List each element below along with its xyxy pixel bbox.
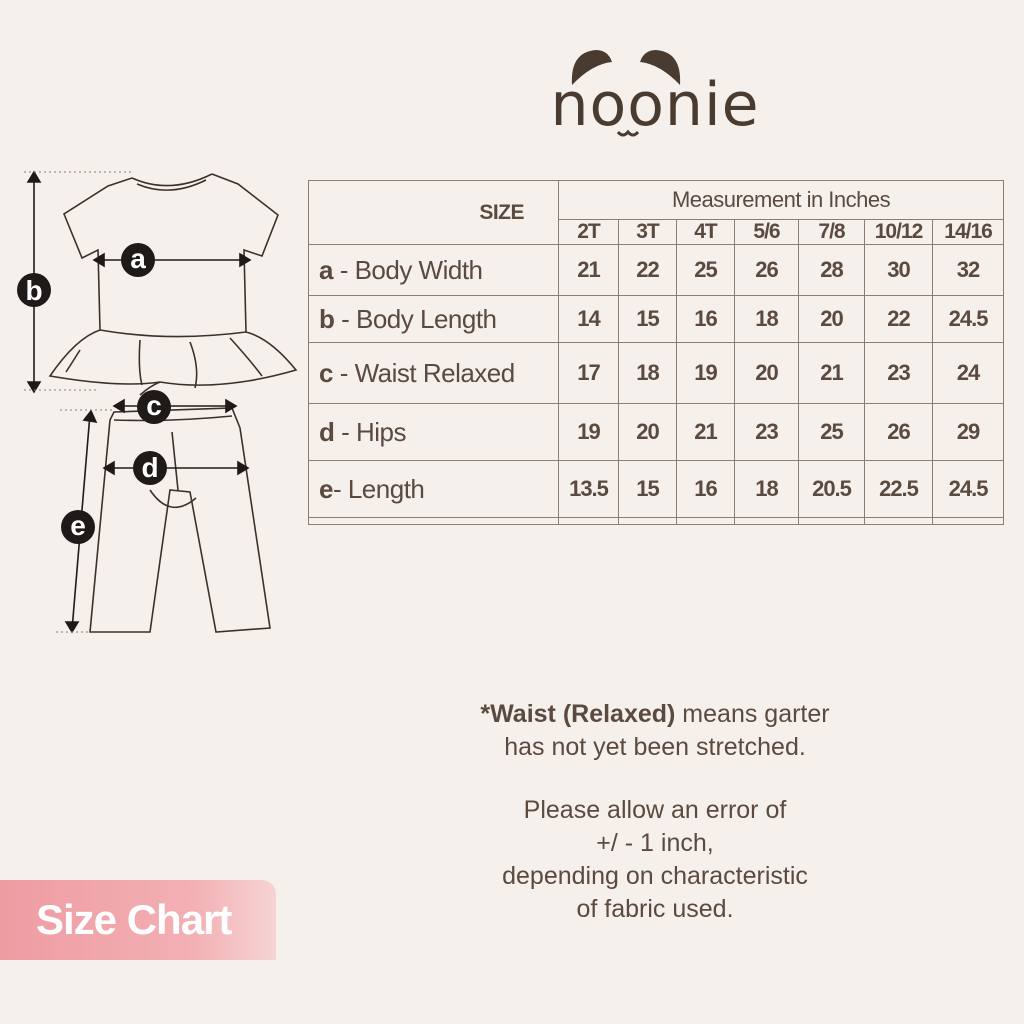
table-cell: 28 xyxy=(799,245,865,296)
error-note-line4: of fabric used. xyxy=(576,895,734,923)
table-cell: 24 xyxy=(933,343,1004,404)
table-cell: 17 xyxy=(559,343,619,404)
table-cell: 20 xyxy=(735,343,799,404)
table-cell: 22 xyxy=(619,245,677,296)
svg-text:a: a xyxy=(130,243,146,274)
col-header: 3T xyxy=(619,220,677,245)
col-header: 14/16 xyxy=(933,220,1004,245)
table-cell: 19 xyxy=(677,343,735,404)
row-key: d xyxy=(319,416,335,447)
marker-c xyxy=(137,390,171,424)
table-cell: 26 xyxy=(865,404,933,461)
table-cell: 18 xyxy=(735,461,799,518)
row-label xyxy=(309,461,559,518)
col-header: 5/6 xyxy=(735,220,799,245)
row-key: e xyxy=(319,473,333,504)
table-cell: 30 xyxy=(865,245,933,296)
table-cell: 14 xyxy=(559,296,619,343)
col-header: 7/8 xyxy=(799,220,865,245)
marker-d xyxy=(133,451,167,485)
table-spacer-row xyxy=(309,518,1004,525)
brand-logo xyxy=(530,40,780,140)
row-label xyxy=(309,245,559,296)
table-cell: 25 xyxy=(799,404,865,461)
waist-note-rest: means garter xyxy=(675,700,830,728)
notes xyxy=(440,698,870,926)
row-label-text: - Waist Relaxed xyxy=(332,357,515,388)
table-cell: 22 xyxy=(865,296,933,343)
table-cell: 13.5 xyxy=(559,461,619,518)
table-cell: 32 xyxy=(933,245,1004,296)
garment-diagram xyxy=(0,150,310,650)
table-cell: 25 xyxy=(677,245,735,296)
col-header: 10/12 xyxy=(865,220,933,245)
table-row xyxy=(309,343,1004,404)
row-label-text: - Length xyxy=(332,473,425,504)
table-row xyxy=(309,404,1004,461)
table-cell: 20 xyxy=(619,404,677,461)
col-header: 2T xyxy=(559,220,619,245)
error-note-line1: Please allow an error of xyxy=(523,796,787,824)
table-cell: 23 xyxy=(735,404,799,461)
table-cell: 26 xyxy=(735,245,799,296)
size-chart-label: Size Chart xyxy=(36,896,232,943)
svg-text:c: c xyxy=(146,390,162,421)
table-cell: 21 xyxy=(799,343,865,404)
waist-note-bold: *Waist (Relaxed) xyxy=(480,700,676,728)
table-cell: 16 xyxy=(677,461,735,518)
table-row xyxy=(309,296,1004,343)
waist-note-line2: has not yet been stretched. xyxy=(504,733,806,761)
table-cell: 20 xyxy=(799,296,865,343)
row-key: a xyxy=(319,254,333,285)
table-cell: 19 xyxy=(559,404,619,461)
error-note-line2: +/ - 1 inch, xyxy=(596,829,714,857)
svg-text:e: e xyxy=(70,510,86,541)
table-cell: 29 xyxy=(933,404,1004,461)
table-cell: 15 xyxy=(619,296,677,343)
size-header-cell xyxy=(309,181,559,245)
svg-text:b: b xyxy=(25,275,43,306)
logo-wordmark: noonie xyxy=(550,70,760,140)
table-cell: 16 xyxy=(677,296,735,343)
row-key: c xyxy=(319,357,333,388)
marker-a xyxy=(121,243,155,277)
size-chart-badge xyxy=(0,880,276,960)
svg-text:d: d xyxy=(141,452,159,483)
table-cell: 22.5 xyxy=(865,461,933,518)
table-cell: 24.5 xyxy=(933,461,1004,518)
col-header: 4T xyxy=(677,220,735,245)
row-label-text: - Body Length xyxy=(334,303,497,334)
table-cell: 23 xyxy=(865,343,933,404)
error-note xyxy=(440,794,870,926)
table-cell: 21 xyxy=(559,245,619,296)
measure-header: Measurement in Inches xyxy=(559,181,1004,220)
marker-e xyxy=(61,510,95,544)
size-table xyxy=(308,180,1004,525)
table-cell: 24.5 xyxy=(933,296,1004,343)
row-label xyxy=(309,343,559,404)
marker-b xyxy=(17,273,51,307)
table-cell: 18 xyxy=(619,343,677,404)
error-note-line3: depending on characteristic xyxy=(502,862,808,890)
table-row xyxy=(309,461,1004,518)
table-row xyxy=(309,245,1004,296)
row-label-text: - Body Width xyxy=(332,254,483,285)
table-cell: 18 xyxy=(735,296,799,343)
row-label-text: - Hips xyxy=(334,416,407,447)
waist-note xyxy=(440,698,870,764)
row-label xyxy=(309,296,559,343)
row-label xyxy=(309,404,559,461)
table-cell: 15 xyxy=(619,461,677,518)
table-cell: 20.5 xyxy=(799,461,865,518)
row-key: b xyxy=(319,303,335,334)
size-header: SIZE xyxy=(479,200,524,224)
marker-layer xyxy=(0,150,310,650)
table-cell: 21 xyxy=(677,404,735,461)
